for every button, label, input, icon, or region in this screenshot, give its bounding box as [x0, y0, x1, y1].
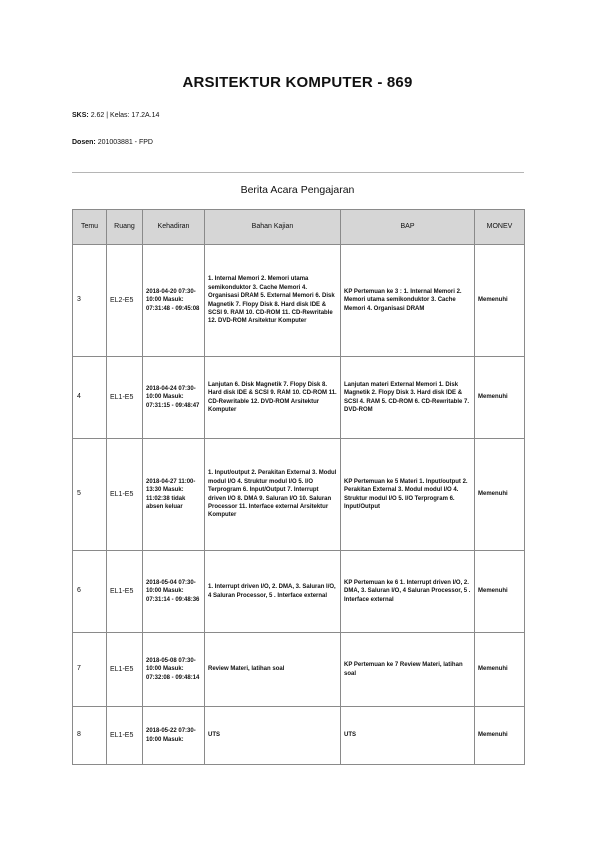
section-title: Berita Acara Pengajaran	[240, 184, 355, 196]
col-header-monev: MONEV	[475, 210, 525, 245]
cell-temu: 6	[73, 551, 107, 633]
table-header-row	[73, 210, 525, 245]
table-row	[73, 633, 525, 707]
sks-line	[72, 112, 159, 119]
cell-monev: Memenuhi	[475, 633, 525, 707]
cell-kehadiran: 2018-05-08 07:30-10:00 Masuk: 07:32:08 - 09:48:14	[143, 633, 205, 707]
cell-ruang: EL1-E5	[107, 439, 143, 551]
cell-temu: 4	[73, 357, 107, 439]
cell-bap: KP Pertemuan ke 7 Review Materi, latihan soal	[341, 633, 475, 707]
cell-kehadiran: 2018-04-20 07:30-10:00 Masuk: 07:31:48 - 09:45:08	[143, 245, 205, 357]
table-row	[73, 245, 525, 357]
cell-temu: 5	[73, 439, 107, 551]
cell-temu: 3	[73, 245, 107, 357]
cell-kehadiran: 2018-05-04 07:30-10:00 Masuk: 07:31:14 - 09:48:36	[143, 551, 205, 633]
cell-monev: Memenuhi	[475, 551, 525, 633]
dosen-value: 201003881 - FPD	[97, 139, 153, 146]
cell-bahan-kajian: Lanjutan 6. Disk Magnetik 7. Flopy Disk 8. Hard disk IDE & SCSI 9. RAM 10. CD-ROM 11. CD-Rewritable 12. DVD-ROM Arsitektur Komputer	[205, 357, 341, 439]
cell-kehadiran: 2018-04-27 11:00-13:30 Masuk: 11:02:38 tidak absen keluar	[143, 439, 205, 551]
cell-ruang: EL1-E5	[107, 551, 143, 633]
col-header-temu: Temu	[73, 210, 107, 245]
cell-bap: KP Pertemuan ke 3 : 1. Internal Memori 2. Memori utama semikonduktor 3. Cache Memori 4. Organisasi DRAM	[341, 245, 475, 357]
cell-bahan-kajian: 1. Internal Memori 2. Memori utama semikonduktor 3. Cache Memori 4. Organisasi DRAM 5. External Memori 6. Disk Magnetik 7. Flopy Disk 8. Hard disk IDE & SCSI 9. RAM 10. CD-ROM 11. CD-Rewritable 12. DVD-ROM Arsitektur Komputer	[205, 245, 341, 357]
sks-value: 2.62 | Kelas: 17.2A.14	[90, 112, 160, 119]
cell-bap: UTS	[341, 707, 475, 765]
cell-monev: Memenuhi	[475, 707, 525, 765]
cell-monev: Memenuhi	[475, 245, 525, 357]
cell-monev: Memenuhi	[475, 357, 525, 439]
cell-bahan-kajian: Review Materi, latihan soal	[205, 633, 341, 707]
col-header-bahan-kajian: Bahan Kajian	[205, 210, 341, 245]
cell-ruang: EL2-E5	[107, 245, 143, 357]
col-header-kehadiran: Kehadiran	[143, 210, 205, 245]
dosen-label: Dosen:	[72, 139, 96, 146]
cell-kehadiran: 2018-04-24 07:30-10:00 Masuk: 07:31:15 - 09:48:47	[143, 357, 205, 439]
table-row	[73, 439, 525, 551]
dosen-line	[72, 139, 153, 146]
col-header-bap: BAP	[341, 210, 475, 245]
col-header-ruang: Ruang	[107, 210, 143, 245]
cell-bap: Lanjutan materi External Memori 1. Disk Magnetik 2. Flopy Disk 3. Hard disk IDE & SCSI 4. RAM 5. CD-ROM 6. CD-Rewritable 7. DVD-ROM	[341, 357, 475, 439]
cell-temu: 7	[73, 633, 107, 707]
cell-bahan-kajian: 1. Interrupt driven I/O, 2. DMA, 3. Saluran I/O, 4 Saluran Processor, 5 . Interface external	[205, 551, 341, 633]
table-row	[73, 551, 525, 633]
cell-temu: 8	[73, 707, 107, 765]
cell-bahan-kajian: UTS	[205, 707, 341, 765]
cell-monev: Memenuhi	[475, 439, 525, 551]
cell-bap: KP Pertemuan ke 5 Materi 1. Input/output 2. Perakitan External 3. Modul modul I/O 4. Struktur modul I/O 5. I/O Terprogram 6. Input/Output	[341, 439, 475, 551]
table-row	[73, 357, 525, 439]
cell-ruang: EL1-E5	[107, 633, 143, 707]
bap-table	[72, 209, 525, 765]
page-title: ARSITEKTUR KOMPUTER - 869	[182, 74, 413, 91]
cell-ruang: EL1-E5	[107, 357, 143, 439]
cell-ruang: EL1-E5	[107, 707, 143, 765]
table-row	[73, 707, 525, 765]
cell-bap: KP Pertemuan ke 6 1. Interrupt driven I/O, 2. DMA, 3. Saluran I/O, 4 Saluran Processor, 5 . Interface external	[341, 551, 475, 633]
cell-kehadiran: 2018-05-22 07:30-10:00 Masuk:	[143, 707, 205, 765]
cell-bahan-kajian: 1. Input/output 2. Perakitan External 3. Modul modul I/O 4. Struktur modul I/O 5. I/O Terprogram 6. Input/Output 7. Interrupt driven I/O 8. DMA 9. Saluran I/O 10. Saluran Processor 11. Interface external Arsitektur Komputer	[205, 439, 341, 551]
divider	[72, 172, 524, 173]
sks-label: SKS:	[72, 112, 89, 119]
